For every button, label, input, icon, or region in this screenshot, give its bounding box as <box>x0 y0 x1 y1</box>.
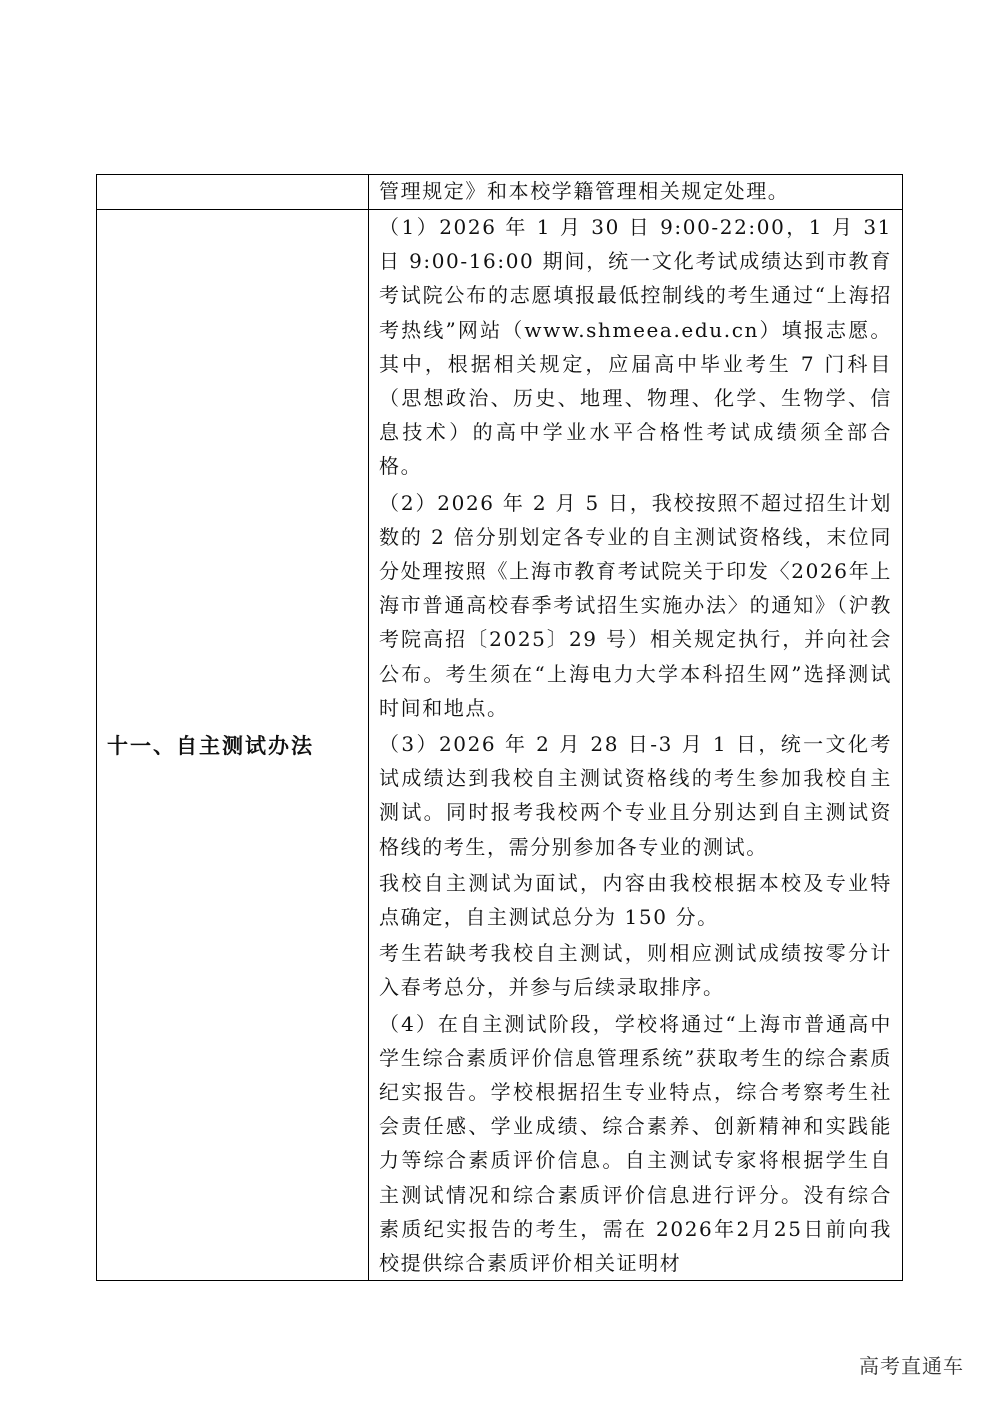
continuation-text: 管理规定》和本校学籍管理相关规定处理。 <box>379 179 790 203</box>
table-row-self-test <box>97 210 903 1281</box>
watermark-text: 高考直通车 <box>859 1354 964 1378</box>
paragraph-3: （3）2026 年 2 月 28 日-3 月 1 日，统一文化考试成绩达到我校自主测试资格线的考生参加我校自主测试。同时报考我校两个专业且分别达到自主测试资格线的考生，需分别参加各专业的测试。 <box>379 732 892 859</box>
paragraph-2: （2）2026 年 2 月 5 日，我校按照不超过招生计划数的 2 倍分别划定各专业的自主测试资格线，末位同分处理按照《上海市教育考试院关于印发〈2026年上海市普通高校春季考试招生实施办法〉的通知》（沪教考院高招〔2025〕29 号）相关规定执行，并向社会公布。考生须在“上海电力大学本科招生网”选择测试时间和地点。 <box>379 490 892 720</box>
row-label-cell-empty <box>97 175 369 210</box>
section-label: 十一、自主测试办法 <box>107 734 314 759</box>
row-label-cell <box>97 210 369 1281</box>
table-row-continuation <box>97 175 903 210</box>
admissions-table <box>96 174 903 1281</box>
paragraph-5: 考生若缺考我校自主测试，则相应测试成绩按零分计入春考总分，并参与后续录取排序。 <box>379 941 892 1000</box>
row-content-cell <box>369 175 903 210</box>
paragraph-6: （4）在自主测试阶段，学校将通过“上海市普通高中学生综合素质评价信息管理系统”获取考生的综合素质纪实报告。学校根据招生专业特点，综合考察考生社会责任感、学业成绩、综合素养、创新精神和实践能力等综合素质评价信息。自主测试专家将根据学生自主测试情况和综合素质评价信息进行评分。没有综合素质纪实报告的考生，需在 2026年2月25日前向我校提供综合素质评价相关证明材 <box>379 1011 892 1276</box>
paragraph-4: 我校自主测试为面试，内容由我校根据本校及专业特点确定，自主测试总分为 150 分。 <box>379 870 892 930</box>
row-content-cell <box>369 210 903 1281</box>
paragraph-1: （1）2026 年 1 月 30 日 9:00-22:00，1 月 31 日 9:00-16:00 期间，统一文化考试成绩达到市教育考试院公布的志愿填报最低控制线的考生通过“上海招考热线”网站（www.shmeea.edu.cn）填报志愿。其中，根据相关规定，应届高中毕业考生 7 门科目（思想政治、历史、地理、物理、化学、生物学、信息技术）的高中学业水平合格性考试成绩须全部合格。 <box>379 215 892 479</box>
section-content <box>369 210 902 1280</box>
